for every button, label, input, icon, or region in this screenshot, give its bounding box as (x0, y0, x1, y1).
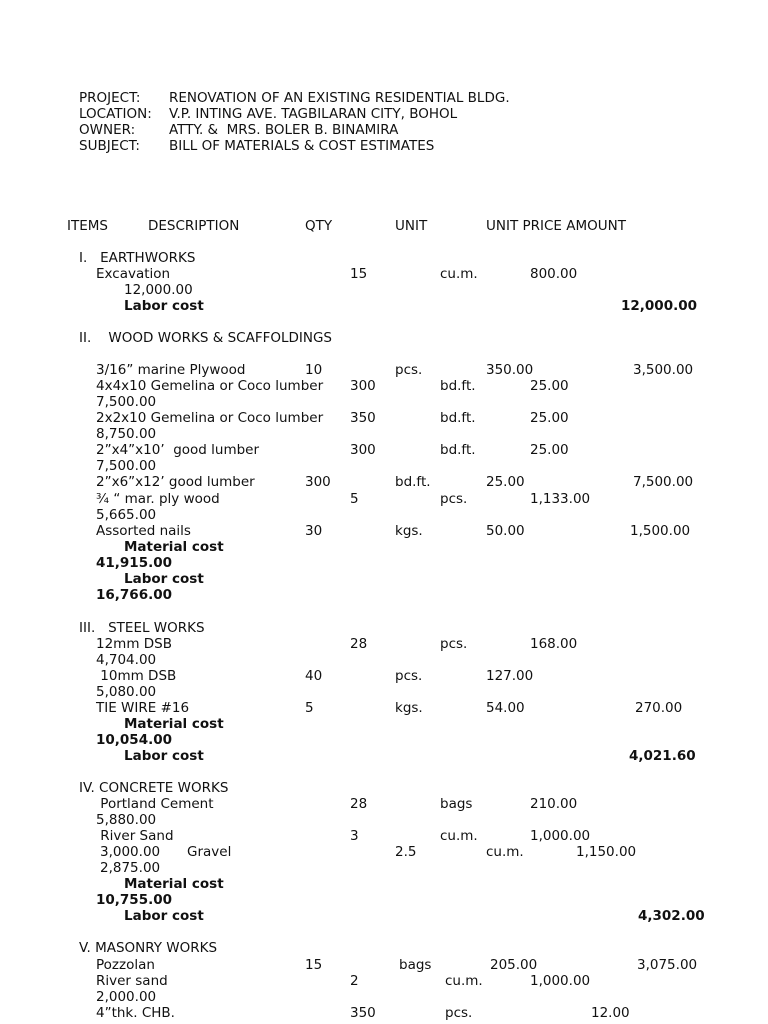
item-price: 1,150.00 (576, 844, 637, 860)
item-desc: River Sand (96, 828, 174, 844)
item-desc: Assorted nails (96, 523, 191, 539)
labor-cost-label: Labor cost (124, 298, 204, 314)
item-unit: kgs. (395, 523, 423, 539)
item-unit: cu.m. (445, 973, 483, 989)
item-amount: 3,000.00 (100, 844, 161, 860)
item-qty: 300 (350, 442, 376, 458)
item-desc: 10mm DSB (96, 668, 177, 684)
item-price: 205.00 (490, 957, 538, 973)
item-unit: cu.m. (486, 844, 524, 860)
item-amount: 5,880.00 (96, 812, 157, 828)
item-price: 50.00 (486, 523, 525, 539)
col-unit-price-amount: UNIT PRICE AMOUNT (486, 218, 626, 234)
item-unit: bd.ft. (440, 442, 476, 458)
item-amount: 7,500.00 (96, 394, 157, 410)
item-price: 25.00 (530, 378, 569, 394)
item-qty: 2 (350, 973, 359, 989)
item-amount: 1,500.00 (630, 523, 691, 539)
item-amount: 7,500.00 (633, 474, 694, 490)
item-qty: 350 (350, 1005, 376, 1021)
item-price: 168.00 (530, 636, 578, 652)
location-value: V.P. INTING AVE. TAGBILARAN CITY, BOHOL (169, 106, 458, 122)
item-amount: 3,075.00 (637, 957, 698, 973)
location-label: LOCATION: (79, 106, 152, 122)
item-unit: cu.m. (440, 828, 478, 844)
item-amount: 2,875.00 (100, 860, 161, 876)
item-price: 25.00 (530, 410, 569, 426)
material-cost-value: 41,915.00 (96, 555, 173, 571)
item-amount: 8,750.00 (96, 426, 157, 442)
item-price: 12.00 (591, 1005, 630, 1021)
section-title: V. MASONRY WORKS (79, 940, 218, 956)
item-price: 25.00 (530, 442, 569, 458)
item-desc: 2”x4”x10’ good lumber (96, 442, 260, 458)
item-desc: TIE WIRE #16 (96, 700, 190, 716)
item-desc: Gravel (187, 844, 232, 860)
item-unit: pcs. (440, 491, 468, 507)
item-price: 54.00 (486, 700, 525, 716)
project-value: RENOVATION OF AN EXISTING RESIDENTIAL BLDG. (169, 90, 510, 106)
labor-cost-label: Labor cost (124, 908, 204, 924)
item-price: 800.00 (530, 266, 578, 282)
section-title: III. STEEL WORKS (79, 620, 205, 636)
item-unit: pcs. (395, 362, 423, 378)
item-qty: 28 (350, 636, 368, 652)
labor-cost-label: Labor cost (124, 571, 204, 587)
item-unit: cu.m. (440, 266, 478, 282)
item-amount: 5,665.00 (96, 507, 157, 523)
item-price: 127.00 (486, 668, 534, 684)
item-amount: 3,500.00 (633, 362, 694, 378)
item-price: 350.00 (486, 362, 534, 378)
item-unit: pcs. (395, 668, 423, 684)
labor-cost-label: Labor cost (124, 748, 204, 764)
labor-cost-value: 4,021.60 (629, 748, 696, 764)
material-cost-label: Material cost (124, 876, 224, 892)
item-price: 210.00 (530, 796, 578, 812)
item-qty: 2.5 (395, 844, 417, 860)
item-desc: 12mm DSB (96, 636, 172, 652)
material-cost-value: 10,755.00 (96, 892, 173, 908)
subject-label: SUBJECT: (79, 138, 140, 154)
item-qty: 15 (305, 957, 323, 973)
item-unit: bags (399, 957, 432, 973)
item-unit: bags (440, 796, 473, 812)
material-cost-label: Material cost (124, 716, 224, 732)
item-amount: 4,704.00 (96, 652, 157, 668)
item-amount: 270.00 (635, 700, 683, 716)
subject-value: BILL OF MATERIALS & COST ESTIMATES (169, 138, 435, 154)
item-desc: Pozzolan (96, 957, 155, 973)
item-unit: pcs. (440, 636, 468, 652)
item-qty: 15 (350, 266, 368, 282)
item-amount: 7,500.00 (96, 458, 157, 474)
item-qty: 40 (305, 668, 323, 684)
section-title: I. EARTHWORKS (79, 250, 196, 266)
item-unit: bd.ft. (440, 378, 476, 394)
item-qty: 30 (305, 523, 323, 539)
item-amount: 12,000.00 (124, 282, 193, 298)
col-unit: UNIT (395, 218, 428, 234)
owner-label: OWNER: (79, 122, 136, 138)
item-desc: 3/16” marine Plywood (96, 362, 246, 378)
item-qty: 350 (350, 410, 376, 426)
item-price: 1,000.00 (530, 828, 591, 844)
section-title: IV. CONCRETE WORKS (79, 780, 229, 796)
item-unit: bd.ft. (440, 410, 476, 426)
item-desc: ¾ “ mar. ply wood (96, 491, 220, 507)
item-qty: 10 (305, 362, 323, 378)
item-price: 25.00 (486, 474, 525, 490)
labor-cost-value: 12,000.00 (621, 298, 698, 314)
item-qty: 5 (350, 491, 359, 507)
item-desc: 4x4x10 Gemelina or Coco lumber (96, 378, 324, 394)
item-qty: 28 (350, 796, 368, 812)
item-amount: 5,080.00 (96, 684, 157, 700)
item-desc: River sand (96, 973, 168, 989)
item-desc: 2x2x10 Gemelina or Coco lumber (96, 410, 324, 426)
owner-value: ATTY. & MRS. BOLER B. BINAMIRA (169, 122, 399, 138)
item-qty: 3 (350, 828, 359, 844)
item-desc: 4”thk. CHB. (96, 1005, 175, 1021)
col-qty: QTY (305, 218, 333, 234)
col-items: ITEMS (67, 218, 108, 234)
item-desc: Excavation (96, 266, 171, 282)
item-unit: pcs. (445, 1005, 473, 1021)
item-qty: 5 (305, 700, 314, 716)
item-qty: 300 (305, 474, 331, 490)
item-unit: bd.ft. (395, 474, 431, 490)
col-description: DESCRIPTION (148, 218, 240, 234)
labor-cost-value: 4,302.00 (638, 908, 705, 924)
item-price: 1,133.00 (530, 491, 591, 507)
item-unit: kgs. (395, 700, 423, 716)
project-label: PROJECT: (79, 90, 141, 106)
item-amount: 2,000.00 (96, 989, 157, 1005)
material-cost-value: 10,054.00 (96, 732, 173, 748)
section-title: II. WOOD WORKS & SCAFFOLDINGS (79, 330, 333, 346)
material-cost-label: Material cost (124, 539, 224, 555)
item-price: 1,000.00 (530, 973, 591, 989)
labor-cost-value: 16,766.00 (96, 587, 173, 603)
item-qty: 300 (350, 378, 376, 394)
item-desc: Portland Cement (96, 796, 214, 812)
item-desc: 2”x6”x12’ good lumber (96, 474, 255, 490)
